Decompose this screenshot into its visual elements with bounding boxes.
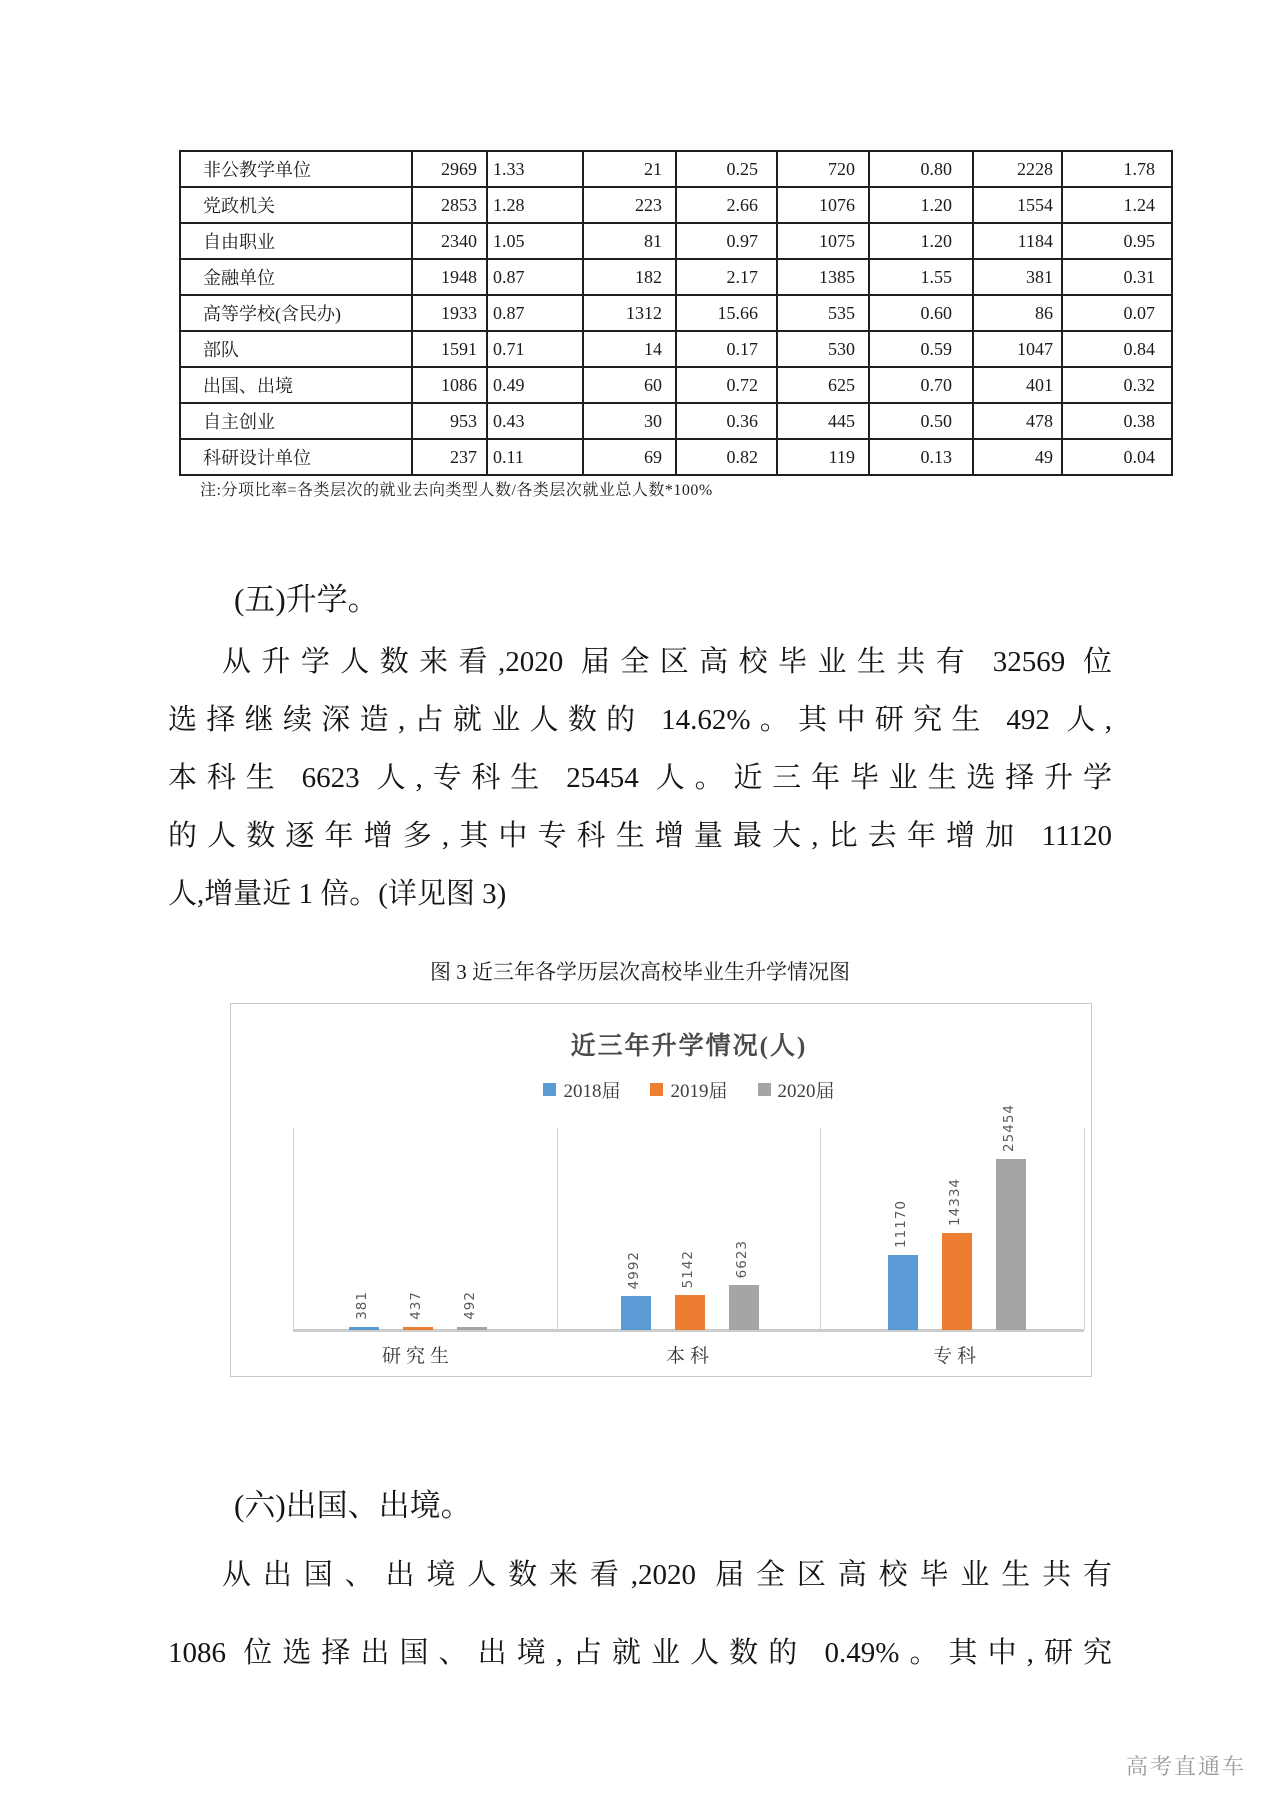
table-cell: 1.05 (487, 223, 583, 259)
table-cell: 1933 (412, 295, 487, 331)
chart-bar (942, 1233, 972, 1330)
table-cell: 401 (973, 367, 1062, 403)
table-cell: 237 (412, 439, 487, 475)
legend-item (650, 1076, 727, 1103)
section-6-heading: (六)出国、出境。 (234, 1488, 472, 1523)
table-cell: 0.43 (487, 403, 583, 439)
bar-value-label: 381 (354, 1291, 370, 1320)
table-row (180, 295, 1172, 331)
table-cell: 223 (583, 187, 676, 223)
table-cell: 2340 (412, 223, 487, 259)
chart-bar (888, 1255, 918, 1330)
paragraph-line: 1086 位选择出国、出境,占就业人数的 0.49%。其中,研究 (168, 1637, 1112, 1669)
bar-value-label: 5142 (680, 1249, 696, 1288)
figure-3-caption: 图 3 近三年各学历层次高校毕业生升学情况图 (430, 960, 850, 984)
table-cell-label: 金融单位 (180, 259, 412, 295)
table-cell: 1.55 (869, 259, 973, 295)
table-cell: 0.82 (676, 439, 777, 475)
chart-bar (729, 1285, 759, 1330)
table-cell: 30 (583, 403, 676, 439)
table-cell: 1554 (973, 187, 1062, 223)
table-cell: 0.87 (487, 295, 583, 331)
figure-3-chart (230, 1003, 1092, 1377)
table-cell: 0.72 (676, 367, 777, 403)
paragraph-line: 本科生 6623 人,专科生 25454 人。近三年毕业生选择升学 (168, 762, 1112, 794)
chart-bar (675, 1295, 705, 1330)
table-cell: 1312 (583, 295, 676, 331)
table-cell: 381 (973, 259, 1062, 295)
table-row (180, 187, 1172, 223)
table-cell: 60 (583, 367, 676, 403)
table-cell: 0.11 (487, 439, 583, 475)
category-label: 专科 (932, 1346, 981, 1367)
plot-right-line (1084, 1128, 1085, 1330)
table-cell: 0.87 (487, 259, 583, 295)
table-cell: 2853 (412, 187, 487, 223)
legend-item (758, 1076, 835, 1103)
table-cell: 1.20 (869, 223, 973, 259)
category-separator-line (820, 1128, 821, 1330)
table-cell: 1.24 (1062, 187, 1172, 223)
paragraph-line: 的人数逐年增多,其中专科生增量最大,比去年增加 11120 (168, 820, 1112, 852)
legend-swatch-icon (758, 1083, 771, 1096)
table-cell-label: 自主创业 (180, 403, 412, 439)
table-row (180, 151, 1172, 187)
table-cell: 1591 (412, 331, 487, 367)
table-cell: 0.80 (869, 151, 973, 187)
table-cell: 2228 (973, 151, 1062, 187)
table-cell: 0.04 (1062, 439, 1172, 475)
chart-bar (349, 1327, 379, 1330)
table-cell-label: 部队 (180, 331, 412, 367)
paragraph-line: 从升学人数来看,2020 届全区高校毕业生共有 32569 位 (222, 646, 1112, 678)
table-cell: 530 (777, 331, 869, 367)
bar-value-label: 437 (408, 1291, 424, 1320)
chart-bar (996, 1159, 1026, 1330)
table-cell: 1.28 (487, 187, 583, 223)
chart-bar (621, 1296, 651, 1330)
table-row (180, 331, 1172, 367)
table-cell: 535 (777, 295, 869, 331)
chart-legend (289, 1076, 1089, 1103)
table-cell: 1.78 (1062, 151, 1172, 187)
table-cell: 1047 (973, 331, 1062, 367)
paragraph-line: 从出国、出境人数来看,2020 届全区高校毕业生共有 (222, 1559, 1112, 1591)
table-row (180, 223, 1172, 259)
table-cell: 1948 (412, 259, 487, 295)
table-row (180, 403, 1172, 439)
legend-swatch-icon (543, 1083, 556, 1096)
table-cell-label: 出国、出境 (180, 367, 412, 403)
table-cell: 1.20 (869, 187, 973, 223)
table-cell: 1184 (973, 223, 1062, 259)
table-cell: 1086 (412, 367, 487, 403)
legend-item (543, 1076, 620, 1103)
table-cell: 0.31 (1062, 259, 1172, 295)
table-cell: 69 (583, 439, 676, 475)
table-cell: 2969 (412, 151, 487, 187)
table-cell: 1.33 (487, 151, 583, 187)
bar-value-label: 6623 (734, 1239, 750, 1278)
table-cell-label: 自由职业 (180, 223, 412, 259)
table-cell: 1075 (777, 223, 869, 259)
chart-bar (403, 1327, 433, 1330)
table-cell: 0.49 (487, 367, 583, 403)
bar-value-label: 25454 (1001, 1104, 1017, 1152)
table-cell: 625 (777, 367, 869, 403)
table-cell: 1076 (777, 187, 869, 223)
table-row (180, 439, 1172, 475)
table-cell: 182 (583, 259, 676, 295)
table-cell: 15.66 (676, 295, 777, 331)
table-cell: 0.60 (869, 295, 973, 331)
legend-label: 2018届 (563, 1081, 621, 1102)
table-cell: 1385 (777, 259, 869, 295)
table-cell: 0.50 (869, 403, 973, 439)
bar-value-label: 11170 (893, 1200, 909, 1248)
table-cell-label: 高等学校(含民办) (180, 295, 412, 331)
table-row (180, 367, 1172, 403)
table-cell: 478 (973, 403, 1062, 439)
table-body (180, 151, 1172, 475)
table-cell: 0.97 (676, 223, 777, 259)
table-row (180, 259, 1172, 295)
table-cell-label: 非公教学单位 (180, 151, 412, 187)
table-cell: 720 (777, 151, 869, 187)
table-cell: 0.59 (869, 331, 973, 367)
table-cell: 0.07 (1062, 295, 1172, 331)
section-5-heading: (五)升学。 (234, 582, 379, 617)
category-label: 研究生 (381, 1346, 454, 1367)
paragraph-line: 选择继续深造,占就业人数的 14.62%。其中研究生 492 人, (168, 704, 1112, 736)
table-cell: 0.38 (1062, 403, 1172, 439)
table-cell: 2.66 (676, 187, 777, 223)
table-cell: 0.95 (1062, 223, 1172, 259)
category-separator-line (557, 1128, 558, 1330)
chart-bar (457, 1327, 487, 1330)
table-cell: 0.84 (1062, 331, 1172, 367)
legend-label: 2019届 (670, 1081, 728, 1102)
table-note: 注:分项比率=各类层次的就业去向类型人数/各类层次就业总人数*100% (200, 482, 713, 499)
table-cell: 81 (583, 223, 676, 259)
table-cell: 953 (412, 403, 487, 439)
destination-table (179, 150, 1173, 476)
table-cell: 2.17 (676, 259, 777, 295)
plot-left-line (293, 1128, 294, 1330)
table-cell: 0.36 (676, 403, 777, 439)
table-cell: 49 (973, 439, 1062, 475)
table-cell: 86 (973, 295, 1062, 331)
category-label: 本科 (665, 1346, 714, 1367)
watermark: 高考直通车 (1126, 1754, 1247, 1779)
table-cell: 21 (583, 151, 676, 187)
table-cell: 0.71 (487, 331, 583, 367)
bar-value-label: 4992 (626, 1250, 642, 1289)
chart-title: 近三年升学情况(人) (570, 1033, 808, 1060)
table-cell: 0.13 (869, 439, 973, 475)
table-cell: 119 (777, 439, 869, 475)
paragraph-line: 人,增量近 1 倍。(详见图 3) (168, 878, 507, 910)
table-cell: 445 (777, 403, 869, 439)
table-cell-label: 科研设计单位 (180, 439, 412, 475)
legend-label: 2020届 (777, 1081, 835, 1102)
table-cell: 0.32 (1062, 367, 1172, 403)
bar-value-label: 14334 (947, 1178, 963, 1226)
table-cell: 0.70 (869, 367, 973, 403)
table-cell: 14 (583, 331, 676, 367)
table-cell: 0.17 (676, 331, 777, 367)
legend-swatch-icon (650, 1083, 663, 1096)
bar-value-label: 492 (462, 1291, 478, 1320)
table-cell: 0.25 (676, 151, 777, 187)
table-cell-label: 党政机关 (180, 187, 412, 223)
